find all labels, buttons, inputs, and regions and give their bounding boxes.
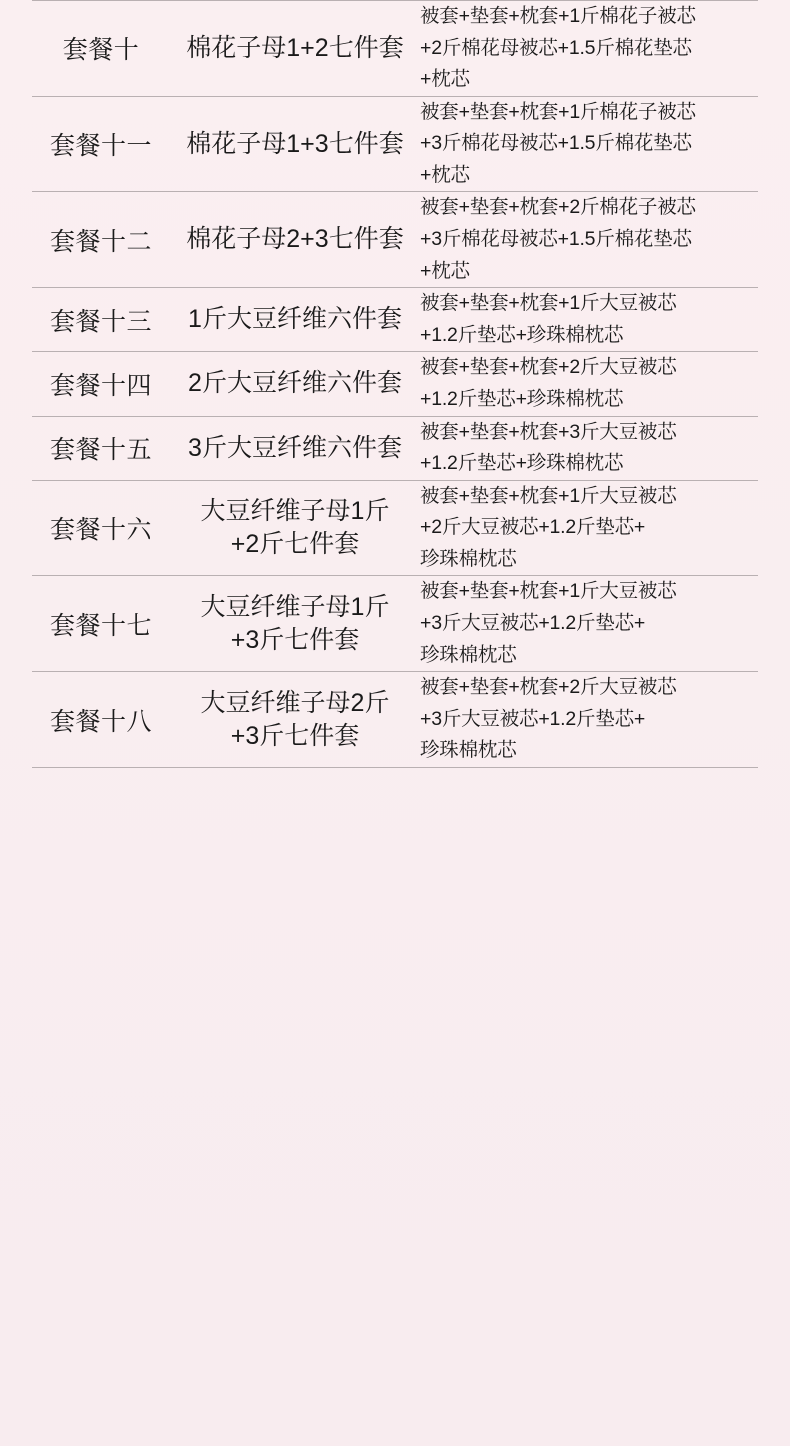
package-contents-line: +1.2斤垫芯+珍珠棉枕芯 [420,323,624,346]
package-title-cell [170,1,420,97]
table-row[interactable] [32,352,758,416]
table-row[interactable] [32,480,758,576]
package-title-cell [170,192,420,288]
package-contents-line: 被套+垫套+枕套+2斤大豆被芯 [420,676,677,699]
table-row[interactable] [32,672,758,768]
table-row[interactable] [32,576,758,672]
package-name-cell: 套餐十 [62,36,140,65]
package-contents-cell [420,480,758,576]
package-title-cell [170,576,420,672]
package-contents-line: +1.2斤垫芯+珍珠棉枕芯 [420,387,624,410]
package-title-line: 2斤大豆纤维六件套 [188,369,402,398]
package-contents-cell [420,192,758,288]
package-title-line: 棉花子母1+2七件套 [186,33,404,62]
package-contents-line: +1.2斤垫芯+珍珠棉枕芯 [420,452,624,475]
package-table [32,0,758,768]
package-title-cell [170,480,420,576]
package-title-line: 棉花子母1+3七件套 [186,129,404,158]
package-contents-line: 被套+垫套+枕套+2斤棉花子被芯 [420,196,696,219]
package-contents-cell [420,352,758,416]
package-name-cell: 套餐十一 [49,132,152,161]
package-title-line: +2斤七件套 [230,530,360,559]
package-name-cell: 套餐十八 [49,707,152,736]
package-contents-cell [420,1,758,97]
package-contents-cell [420,416,758,480]
package-contents-cell [420,672,758,768]
package-contents-line: +枕芯 [420,68,470,91]
package-table-body [32,1,758,768]
package-contents-cell [420,576,758,672]
package-contents-line: +3斤棉花母被芯+1.5斤棉花垫芯 [420,132,692,155]
package-title-cell [170,672,420,768]
package-contents-line: 被套+垫套+枕套+1斤大豆被芯 [420,484,677,507]
package-contents-line: +枕芯 [420,259,470,282]
table-row[interactable] [32,1,758,97]
package-contents-line: 被套+垫套+枕套+2斤大豆被芯 [420,356,677,379]
package-title-line: 3斤大豆纤维六件套 [188,433,402,462]
package-title-line: +3斤七件套 [230,625,360,654]
package-contents-line: 被套+垫套+枕套+1斤棉花子被芯 [420,5,696,27]
package-contents-line: 珍珠棉枕芯 [420,739,517,762]
package-contents-line: +2斤大豆被芯+1.2斤垫芯+ [420,516,646,539]
package-title-line: 大豆纤维子母2斤 [200,688,390,717]
package-title-line: 1斤大豆纤维六件套 [188,305,402,334]
package-title-cell [170,96,420,192]
package-name-cell: 套餐十七 [49,611,152,640]
package-contents-line: 被套+垫套+枕套+1斤大豆被芯 [420,580,677,603]
package-title-cell [170,352,420,416]
package-contents-line: 被套+垫套+枕套+1斤棉花子被芯 [420,100,696,123]
package-name-cell: 套餐十三 [49,307,152,336]
package-contents-line: 被套+垫套+枕套+3斤大豆被芯 [420,420,677,443]
package-contents-cell [420,96,758,192]
package-contents-line: 被套+垫套+枕套+1斤大豆被芯 [420,292,677,315]
package-title-line: +3斤七件套 [230,721,360,750]
package-contents-cell [420,288,758,352]
package-title-line: 棉花子母2+3七件套 [186,225,404,254]
table-row[interactable] [32,288,758,352]
package-contents-line: +3斤大豆被芯+1.2斤垫芯+ [420,707,646,730]
package-name-cell: 套餐十四 [49,371,152,400]
table-row[interactable] [32,96,758,192]
package-contents-line: +2斤棉花母被芯+1.5斤棉花垫芯 [420,36,692,59]
table-row[interactable] [32,192,758,288]
package-name-cell: 套餐十六 [49,516,152,545]
package-name-cell: 套餐十二 [49,227,152,256]
package-contents-line: +3斤大豆被芯+1.2斤垫芯+ [420,611,646,634]
table-row[interactable] [32,416,758,480]
package-contents-line: +3斤棉花母被芯+1.5斤棉花垫芯 [420,228,692,251]
package-title-line: 大豆纤维子母1斤 [200,497,390,526]
package-contents-line: 珍珠棉枕芯 [420,643,517,666]
package-contents-line: 珍珠棉枕芯 [420,547,517,570]
package-name-cell: 套餐十五 [49,436,152,465]
package-title-cell [170,416,420,480]
package-title-cell [170,288,420,352]
package-contents-line: +枕芯 [420,163,470,186]
package-title-line: 大豆纤维子母1斤 [200,592,390,621]
